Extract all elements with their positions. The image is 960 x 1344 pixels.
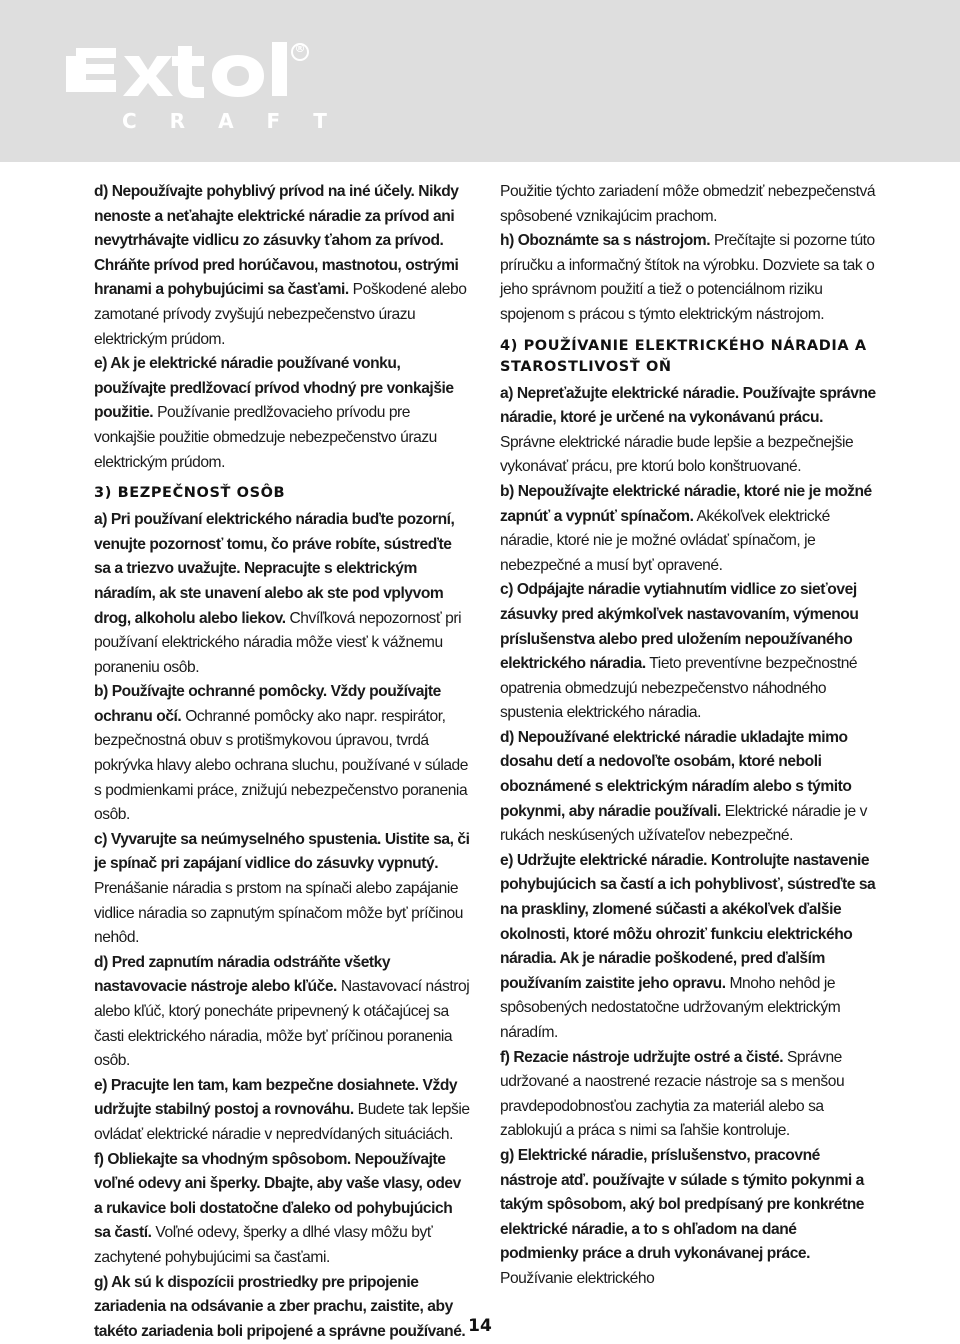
paragraph [500, 726, 876, 849]
paragraph [94, 1148, 470, 1271]
right-column [500, 180, 876, 1292]
paragraph-normal-text: Správne elektrické náradie bude lepšie a bezpečnejšie vykonávať prácu, pre ktorú bolo konštruované. [500, 433, 854, 476]
paragraph-normal-text: Použitie týchto zariadení môže obmedziť nebezpečenstvá spôsobené vznikajúcim prachom. [500, 183, 876, 225]
paragraph-bold-text: d) Pred zapnutím náradia odstráňte všetky nastavovacie nástroje alebo kľúče. [94, 953, 391, 996]
paragraph-bold-text: a) Pri používaní elektrického náradia buďte pozorní, venujte pozornosť tomu, čo práve robíte, sústreďte sa a triezvo uvažujte. Nepracujte s elektrickým náradím, ak ste unavení alebo ak ste pod vplyvom drog, alkoholu alebo liekov. [94, 511, 455, 627]
paragraph-normal-text: Tieto preventívne bezpečnostné opatrenia obmedzujú nebezpečenstvo náhodného spustenia elektrického náradia. [500, 655, 858, 722]
paragraph-bold-text: e) Pracujte len tam, kam bezpečne dosiahnete. Vždy udržujte stabilný postoj a rovnováhu. [94, 1076, 458, 1119]
paragraph-normal-text: Chvíľková nepozornosť pri používaní elektrického náradia môže viesť k vážnemu poraneniu osôb. [94, 609, 462, 676]
paragraph-normal-text: Nastavovací nástroj alebo kľúč, ktorý ponecháte pripevnený k otáčajúcej sa časti elektrického náradia, môže byť príčinou poranenia osôb. [94, 978, 470, 1070]
paragraph-normal-text: Budete tak lepšie ovládať elektrické náradie v nepredvídaných situáciách. [94, 1101, 470, 1143]
paragraph-bold-text: a) Nepreťažujte elektrické náradie. Používajte správne náradie, ktoré je určené na vykonávanú prácu. [500, 384, 876, 427]
paragraph [500, 180, 876, 229]
paragraph-bold-text: d) Nepoužívané elektrické náradie ukladajte mimo dosahu detí a nedovoľte osobám, ktoré neboli oboznámené s elektrickým náradím alebo s týmito pokynmi, aby náradie používali. [500, 728, 852, 820]
paragraph-bold-text: g) Ak sú k dispozícii prostriedky pre pripojenie zariadenia na odsávanie a zber prachu, zaistite, aby takéto zariadenia boli pripojené a správne používané. [94, 1273, 466, 1340]
paragraph-bold-text: b) Nepoužívajte elektrické náradie, ktoré nie je možné zapnúť a vypnúť spínačom. [500, 482, 872, 525]
paragraph-normal-text: Mnoho nehôd je spôsobených nedostatočne udržovaným elektrickým náradím. [500, 974, 841, 1041]
paragraph-normal-text: Voľné odevy, šperky a dlhé vlasy môžu byť zachytené pohybujúcimi sa časťami. [94, 1224, 433, 1266]
paragraph-normal-text: Poškodené alebo zamotané prívody zvyšujú nebezpečenstvo úrazu elektrickým prúdom. [94, 281, 467, 348]
paragraph-bold-text: b) Používajte ochranné pomôcky. Vždy používajte ochranu očí. [94, 683, 441, 725]
paragraph-bold-text: c) Odpájajte náradie vytiahnutím vidlice zo sieťovej zásuvky pred akýmkoľvek nastavovaním, výmenou príslušenstva alebo pred uložením nepoužívaného elektrického náradia. [500, 581, 859, 673]
registered-mark: ® [294, 42, 306, 55]
paragraph-normal-text: Používanie predlžovacieho prívodu pre vonkajšie použitie obmedzuje nebezpečenstvo úrazu elektrickým prúdom. [94, 404, 437, 471]
paragraph-normal-text: Prenášanie náradia s prstom na spínači alebo zapájanie vidlice náradia so zapnutým spínačom môže byť príčinou nehôd. [94, 880, 463, 947]
logo-subtitle: CRAFT [122, 109, 360, 133]
section-heading: 3) BEZPEČNOSŤ OSÔB [94, 485, 286, 502]
paragraph [500, 1046, 876, 1144]
paragraph [94, 180, 470, 352]
extol-craft-logo [62, 38, 362, 138]
left-column [94, 180, 470, 1344]
paragraph-bold-text: g) Elektrické náradie, príslušenstvo, pracovné nástroje atď. používajte v súlade s týmito pokynmi a takým spôsobom, aký bol predpísaný pre konkrétne elektrické náradie, a to s ohľadom na dané podmienky práce a druh vykonávanej práce. [500, 1146, 865, 1263]
paragraph [500, 480, 876, 578]
paragraph [500, 1144, 876, 1292]
paragraph-bold-text: f) Rezacie nástroje udržujte ostré a čisté. [500, 1048, 784, 1066]
paragraph [94, 828, 470, 951]
paragraph-normal-text: Správne udržované a naostrené rezacie nástroje sa s menšou pravdepodobnosťou zachytia za materiál alebo sa zablokujú a práca s nimi sa ľahšie kontroluje. [500, 1048, 845, 1140]
paragraph [500, 849, 876, 1046]
paragraph-normal-text: Používanie elektrického [500, 1269, 655, 1287]
page-number: 14 [468, 1316, 492, 1336]
paragraph-normal-text: Elektrické náradie je v rukách neskúsených užívateľov nebezpečné. [500, 802, 867, 845]
paragraph-bold-text: e) Udržujte elektrické náradie. Kontrolujte nastavenie pohybujúcich sa častí a ich pohyblivosť, sústreďte sa na praskliny, zlomené súčasti a akékoľvek ďalšie okolnosti, ktoré môžu ohroziť funkciu elektrického náradia. Ak je náradie poškodené, pred ďalším používaním zaistite jeho opravu. [500, 851, 876, 992]
paragraph-normal-text: Ochranné pomôcky ako napr. respirátor, bezpečnostná obuv s protišmykovou úpravou, tvrdá pokrývka hlavy alebo ochrana sluchu, používané v súlade s podmienkami práce, znižujú nebezpečenstvo poranenia osôb. [94, 707, 469, 824]
paragraph [500, 578, 876, 726]
paragraph-bold-text: c) Vyvarujte sa neúmyselného spustenia. Uistite sa, či je spínač pri zapájaní vidlice do zásuvky vypnutý. [94, 830, 470, 873]
paragraph-normal-text: Akékoľvek elektrické náradie, ktoré nie je možné ovládať spínačom, je nebezpečné a musí byť opravené. [500, 507, 830, 574]
paragraph [94, 508, 470, 680]
paragraph [500, 229, 876, 327]
paragraph [94, 1074, 470, 1148]
paragraph-bold-text: d) Nepoužívajte pohyblivý prívod na iné účely. Nikdy nenoste a neťahajte elektrické náradie za prívod ani nevytrhávajte vidlicu zo zásuvky ťahom za prívod. Chráňte prívod pred horúčavou, mastnotou, ostrými hranami a pohybujúcimi sa časťami. [94, 183, 459, 299]
paragraph [94, 680, 470, 828]
paragraph-bold-text: h) Oboznámte sa s nástrojom. [500, 232, 711, 250]
paragraph [94, 951, 470, 1074]
section-heading: 4) POUŽÍVANIE ELEKTRICKÉHO NÁRADIA A STAROSTLIVOSŤ OŇ [500, 337, 867, 375]
logo-word [62, 38, 63, 39]
paragraph-bold-text: f) Obliekajte sa vhodným spôsobom. Nepoužívajte voľné odevy ani šperky. Dbajte, aby vaše vlasy, odev a rukavice boli dostatočne ďaleko od pohybujúcich sa častí. [94, 1150, 461, 1242]
paragraph [94, 352, 470, 475]
paragraph [500, 382, 876, 480]
paragraph-bold-text: e) Ak je elektrické náradie používané vonku, používajte predlžovací prívod vhodný pre vonkajšie použitie. [94, 355, 454, 422]
header-band [0, 0, 960, 162]
paragraph-normal-text: Prečítajte si pozorne túto príručku a informačný štítok na výrobku. Dozviete sa tak o jeho správnom použití a tiež o potenciálnom riziku spojenom s prácou s týmto elektrickým nástrojom. [500, 232, 875, 323]
